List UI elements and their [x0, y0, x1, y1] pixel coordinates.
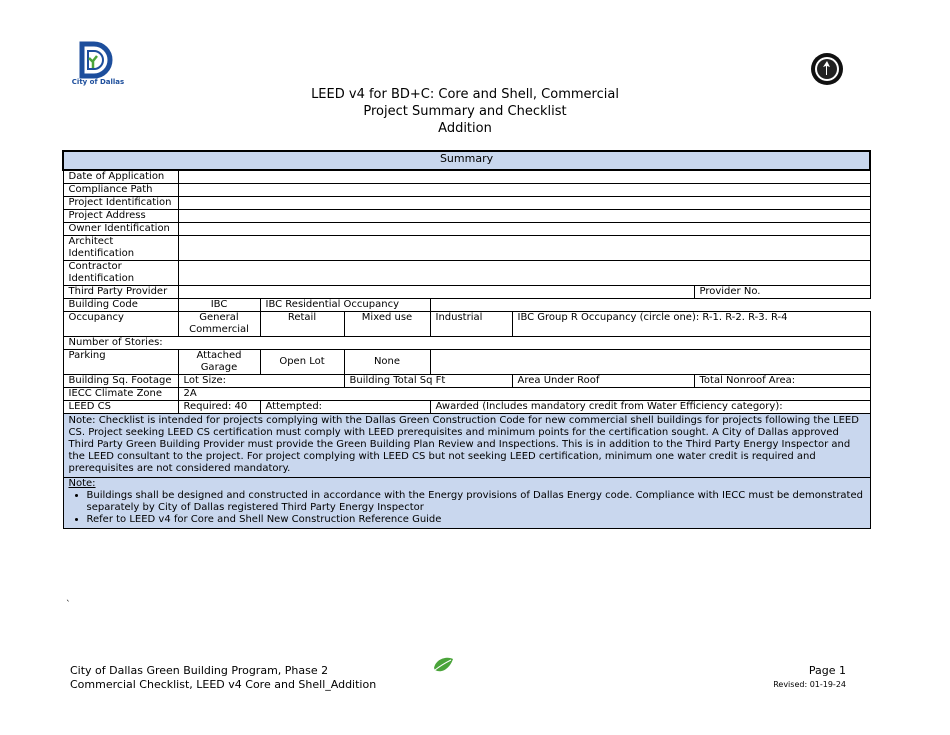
contractor-identification-field[interactable] [178, 261, 870, 286]
parking-blank [430, 350, 870, 375]
trailing-mark: ` [66, 600, 71, 610]
energy-note-label: Note: [68, 478, 96, 489]
revised-date: Revised: 01-19-24 [773, 680, 846, 689]
title-line-1: LEED v4 for BD+C: Core and Shell, Commercial [311, 87, 619, 102]
parking-attached-garage[interactable]: Attached Garage [178, 350, 260, 375]
footer-program: City of Dallas Green Building Program, Phase 2 [70, 664, 329, 677]
occupancy-industrial[interactable]: Industrial [430, 312, 512, 337]
parking-open-lot[interactable]: Open Lot [260, 350, 344, 375]
energy-note-list [69, 490, 865, 526]
compliance-path-field[interactable] [178, 184, 870, 197]
page-number: Page 1 [808, 664, 846, 677]
parking-label: Parking [63, 350, 178, 375]
third-party-provider-label: Third Party Provider [63, 286, 178, 299]
leed-attempted-field[interactable]: Attempted: [260, 401, 430, 414]
number-of-stories-field[interactable]: Number of Stories: [63, 337, 870, 350]
energy-note-bullet-1: • Buildings shall be designed and constructed in accordance with the Energy provisions of Dallas Energy code. Compliance with IECC must be demonstrated separately by City of Dallas registered Third Party Energy Inspector [87, 490, 865, 514]
document-title [0, 86, 930, 137]
architect-identification-label: Architect Identification [63, 236, 178, 261]
project-identification-field[interactable] [178, 197, 870, 210]
footer-checklist-name: Commercial Checklist, LEED v4 Core and Shell_Addition [70, 678, 377, 691]
owner-identification-field[interactable] [178, 223, 870, 236]
iecc-climate-zone-label: IECC Climate Zone [63, 388, 178, 401]
building-sq-footage-label: Building Sq. Footage [63, 375, 178, 388]
title-line-2: Project Summary and Checklist [363, 104, 567, 119]
building-code-ibc[interactable]: IBC [178, 299, 260, 312]
summary-table [62, 150, 871, 529]
occupancy-retail[interactable]: Retail [260, 312, 344, 337]
building-code-blank [430, 299, 870, 312]
area-under-roof-field[interactable]: Area Under Roof [512, 375, 694, 388]
occupancy-mixed-use[interactable]: Mixed use [344, 312, 430, 337]
parking-none[interactable]: None [344, 350, 430, 375]
building-total-sq-ft-field[interactable]: Building Total Sq Ft [344, 375, 512, 388]
occupancy-general-commercial[interactable]: General Commercial [178, 312, 260, 337]
footer-left [70, 664, 376, 692]
project-address-field[interactable] [178, 210, 870, 223]
checklist-note: Note: Checklist is intended for projects complying with the Dallas Green Construction Code for new commercial shell buildings for projects following the LEED CS. Project seeking LEED CS certification must comply with LEED prerequisites and minimum points for the certification sought. A City of Dallas approved Third Party Green Building Provider must provide the Green Building Plan Review and Inspections. This is in addition to the Third Party Energy Inspector and the LEED consultant to the project. For project complying with LEED CS but not seeking LEED certification, minimum one water credit is required and prerequisites are not considered mandatory. [63, 414, 870, 478]
owner-identification-label: Owner Identification [63, 223, 178, 236]
title-line-3: Addition [438, 121, 492, 136]
building-code-label: Building Code [63, 299, 178, 312]
contractor-identification-label: Contractor Identification [63, 261, 178, 286]
total-nonroof-area-field[interactable]: Total Nonroof Area: [694, 375, 870, 388]
leed-awarded-field[interactable]: Awarded (Includes mandatory credit from Water Efficiency category): [430, 401, 870, 414]
dallas-d-icon [68, 40, 128, 80]
provider-no-field[interactable]: Provider No. [694, 286, 870, 299]
footer-right [700, 664, 846, 692]
leed-required: Required: 40 [178, 401, 260, 414]
leaf-icon [432, 656, 454, 676]
summary-heading: Summary [63, 151, 870, 170]
occupancy-label: Occupancy [63, 312, 178, 337]
occupancy-group-r[interactable]: IBC Group R Occupancy (circle one): R-1. R-2. R-3. R-4 [512, 312, 870, 337]
logo-caption: City of Dallas [71, 78, 125, 86]
energy-note [63, 478, 870, 529]
architect-identification-field[interactable] [178, 236, 870, 261]
leed-cs-label: LEED CS [63, 401, 178, 414]
project-address-label: Project Address [63, 210, 178, 223]
compliance-path-label: Compliance Path [63, 184, 178, 197]
usgbc-seal-icon [810, 52, 844, 86]
energy-note-bullet-2: • Refer to LEED v4 for Core and Shell New Construction Reference Guide [87, 514, 865, 526]
iecc-climate-zone-value[interactable]: 2A [178, 388, 870, 401]
date-of-application-field[interactable] [178, 170, 870, 184]
project-identification-label: Project Identification [63, 197, 178, 210]
date-of-application-label: Date of Application [63, 170, 178, 184]
lot-size-field[interactable]: Lot Size: [178, 375, 344, 388]
city-of-dallas-logo [68, 40, 128, 88]
building-code-ibc-residential[interactable]: IBC Residential Occupancy [260, 299, 430, 312]
third-party-provider-field[interactable] [178, 286, 694, 299]
